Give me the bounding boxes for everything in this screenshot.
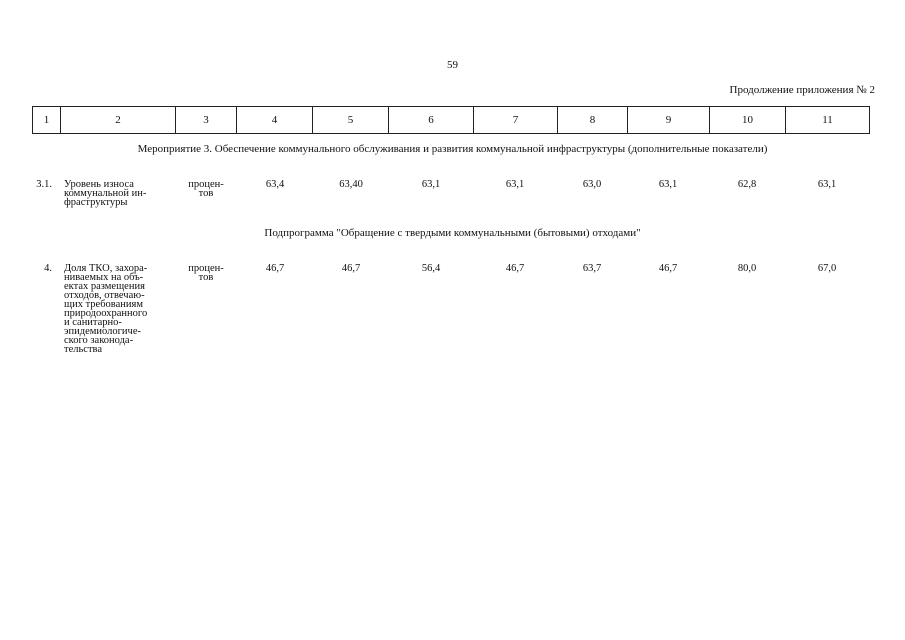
row-number: 4. [44,263,52,274]
column-number: 3 [176,107,237,134]
unit-line: процен- [188,263,224,274]
unit [176,264,236,282]
indicator-name-line: ниваемых на объ- [64,272,144,283]
indicator-name-line: отходов, отвечаю- [64,290,145,301]
unit-line: процен- [188,179,224,190]
value-col-7: 46,7 [505,263,525,274]
indicator-name-line: щих требованиям [64,299,143,310]
column-number: 10 [710,107,786,134]
value-col-8: 63,0 [582,179,602,190]
column-number: 4 [237,107,313,134]
column-number: 9 [628,107,710,134]
continuation-label: Продолжение приложения № 2 [729,84,875,96]
value-col-8: 63,7 [582,263,602,274]
value-col-9: 63,1 [658,179,678,190]
unit [176,180,236,198]
indicator-name-line: и санитарно- [64,317,122,328]
column-number: 2 [61,107,176,134]
value-col-11: 63,1 [817,179,837,190]
value-col-10: 62,8 [737,179,757,190]
value-col-6: 56,4 [421,263,441,274]
value-col-7: 63,1 [505,179,525,190]
value-col-4: 46,7 [265,263,285,274]
indicator-name-line: тельства [64,344,103,355]
indicator-name [64,180,172,207]
column-number: 1 [33,107,61,134]
column-number-header [32,106,870,134]
value-col-4: 63,4 [265,179,285,190]
value-col-5: 46,7 [341,263,361,274]
value-col-9: 46,7 [658,263,678,274]
indicator-name-line: Уровень износа [64,179,134,190]
unit-line: тов [198,188,214,199]
value-col-10: 80,0 [737,263,757,274]
indicator-name-line: фраструктуры [64,197,128,208]
section-title: Мероприятие 3. Обеспечение коммунального обслуживания и развития коммунальной инфраструктуры (дополнительные показатели) [137,143,768,155]
value-col-11: 67,0 [817,263,837,274]
row-number: 3.1. [36,179,52,190]
column-number: 11 [786,107,870,134]
column-number: 8 [558,107,628,134]
value-col-5: 63,40 [339,179,363,190]
indicator-name-line: ского законода- [64,335,134,346]
section-title: Подпрограмма "Обращение с твердыми коммунальными (бытовыми) отходами" [264,227,641,239]
indicator-name-line: Доля ТКО, захора- [64,263,148,274]
indicator-name-line: эпидемиологиче- [64,326,141,337]
page-number: 59 [447,59,458,71]
indicator-name-line: коммунальной ин- [64,188,147,199]
indicator-name-line: природоохранного [64,308,148,319]
indicator-name [64,264,172,354]
indicator-name-line: ектах размещения [64,281,145,292]
unit-line: тов [198,272,214,283]
column-number: 7 [474,107,558,134]
column-number: 6 [389,107,474,134]
value-col-6: 63,1 [421,179,441,190]
column-number: 5 [313,107,389,134]
